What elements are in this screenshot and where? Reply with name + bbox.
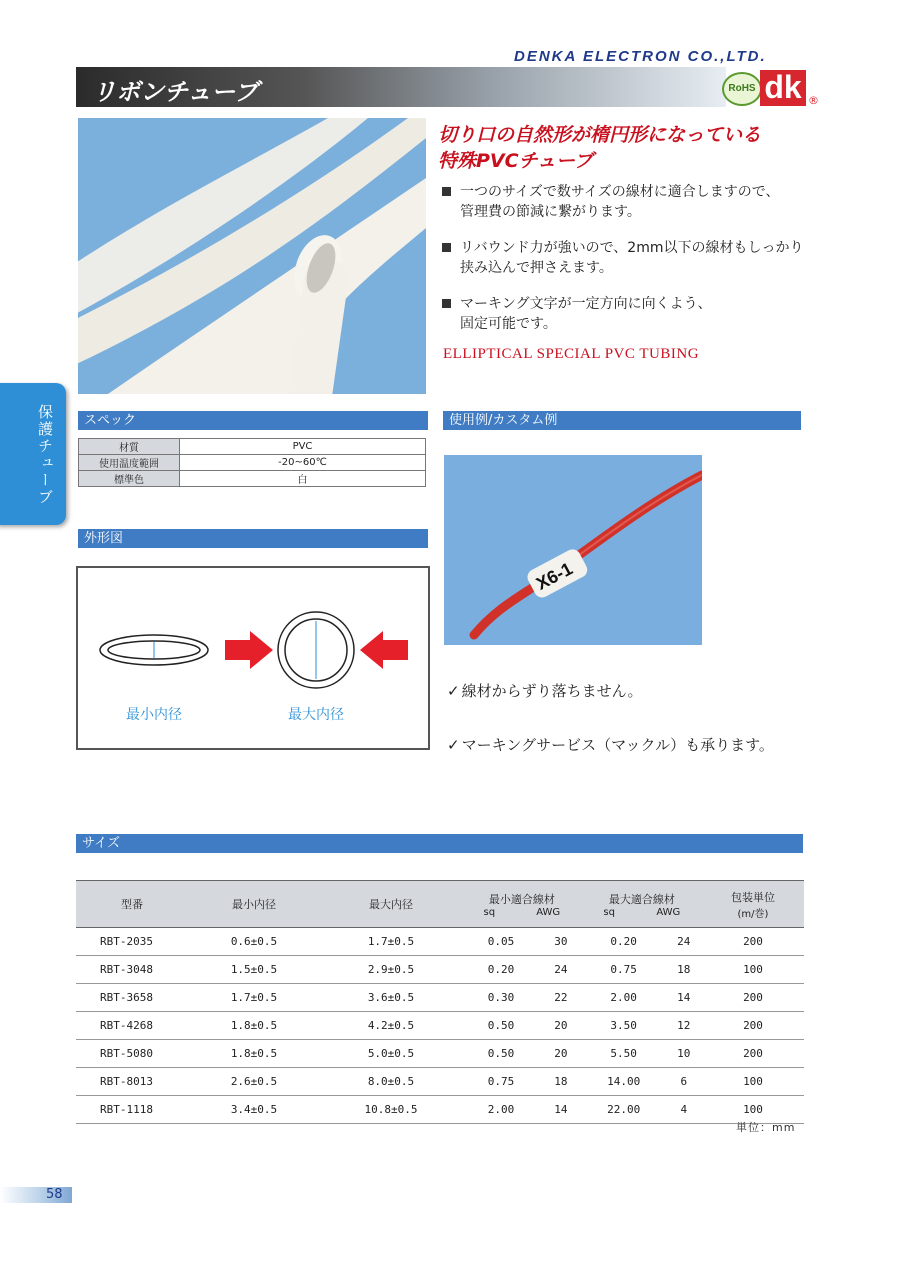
page-number: 58 (46, 1187, 63, 1202)
col-pack (702, 881, 804, 928)
table-row (79, 455, 426, 471)
spec-label: 材質 (79, 439, 180, 455)
checkmark-icon: ✓ (447, 682, 460, 700)
cell-min-sq: 0.50 (462, 1040, 540, 1068)
headline-line-1: 切り口の自然形が楕円形になっている (438, 124, 762, 146)
cell-min-id: 1.7±0.5 (188, 984, 320, 1012)
cell-max-sq: 14.00 (582, 1068, 666, 1096)
min-wire-title: 最小適合線材 (488, 892, 555, 906)
col-max-id: 最大内径 (320, 881, 462, 928)
cell-max-id: 3.6±0.5 (320, 984, 462, 1012)
cell-min-awg: 24 (540, 956, 582, 984)
check-text: 線材からずり落ちません。 (461, 682, 643, 700)
cell-min-awg: 14 (540, 1096, 582, 1124)
table-row (76, 928, 804, 956)
spec-value: -20~60℃ (180, 455, 426, 471)
cell-max-id: 4.2±0.5 (320, 1012, 462, 1040)
cell-max-sq: 2.00 (582, 984, 666, 1012)
feature-item (442, 294, 822, 334)
cell-min-id: 3.4±0.5 (188, 1096, 320, 1124)
cell-min-id: 1.8±0.5 (188, 1012, 320, 1040)
ribbon-tube-image (78, 118, 426, 394)
size-section-header: サイズ (76, 834, 803, 853)
feature-item (442, 238, 822, 278)
table-row (76, 956, 804, 984)
cell-max-sq: 0.75 (582, 956, 666, 984)
min-diameter-label: 最小内径 (126, 707, 182, 723)
col-min-wire (462, 881, 582, 928)
cell-min-awg: 18 (540, 1068, 582, 1096)
cell-min-sq: 0.30 (462, 984, 540, 1012)
registered-mark: ® (808, 94, 819, 107)
feature-text: リバウンド力が強いので、2mm以下の線材もしっかり (460, 240, 804, 256)
cell-max-id: 10.8±0.5 (320, 1096, 462, 1124)
cell-model: RBT-8013 (76, 1068, 188, 1096)
cell-model: RBT-1118 (76, 1096, 188, 1124)
marker-text: X6-1 (532, 558, 576, 594)
max-wire-title: 最大適合線材 (608, 892, 675, 906)
unit-note: 単位：mm (736, 1121, 796, 1134)
cell-max-awg: 10 (666, 1040, 702, 1068)
cell-max-sq: 5.50 (582, 1040, 666, 1068)
cell-max-awg: 6 (666, 1068, 702, 1096)
cell-min-id: 1.5±0.5 (188, 956, 320, 984)
cell-pack: 100 (702, 1096, 804, 1124)
size-table (76, 880, 804, 1124)
feature-text: 一つのサイズで数サイズの線材に適合しますので、 (460, 184, 780, 200)
cell-model: RBT-3658 (76, 984, 188, 1012)
cell-pack: 200 (702, 928, 804, 956)
table-row (76, 1040, 804, 1068)
col-min-id: 最小内径 (188, 881, 320, 928)
spec-section-header: スペック (78, 411, 428, 430)
feature-item (442, 182, 822, 222)
max-wire-awg: AWG (656, 906, 681, 918)
marked-wire-image (444, 455, 702, 645)
table-row (76, 1012, 804, 1040)
compress-arrow-right-icon (360, 631, 408, 669)
cell-max-awg: 18 (666, 956, 702, 984)
feature-text: 管理費の節減に繋がります。 (460, 204, 641, 220)
cell-min-sq: 0.05 (462, 928, 540, 956)
page-title: リボンチューブ (92, 78, 259, 106)
cell-min-id: 1.8±0.5 (188, 1040, 320, 1068)
outline-diagram (76, 566, 430, 750)
feature-list (442, 182, 822, 350)
pack-title: 包装単位 (731, 890, 775, 904)
cell-max-awg: 4 (666, 1096, 702, 1124)
spec-label: 標準色 (79, 471, 180, 487)
max-diameter-label: 最大内径 (288, 707, 344, 723)
cell-model: RBT-4268 (76, 1012, 188, 1040)
cell-min-id: 0.6±0.5 (188, 928, 320, 956)
usage-section-header: 使用例/カスタム例 (443, 411, 801, 430)
product-photo (78, 118, 426, 394)
compress-arrow-left-icon (225, 631, 273, 669)
rohs-logo-icon: RoHS (722, 72, 762, 106)
cell-max-sq: 22.00 (582, 1096, 666, 1124)
feature-text: 挟み込んで押さえます。 (460, 260, 613, 276)
cell-max-id: 1.7±0.5 (320, 928, 462, 956)
cell-max-id: 2.9±0.5 (320, 956, 462, 984)
english-title: ELLIPTICAL SPECIAL PVC TUBING (443, 346, 700, 362)
cell-max-sq: 0.20 (582, 928, 666, 956)
headline-line-2: 特殊PVCチューブ (438, 150, 594, 172)
cell-model: RBT-5080 (76, 1040, 188, 1068)
cell-pack: 100 (702, 1068, 804, 1096)
cell-pack: 200 (702, 1012, 804, 1040)
cell-min-awg: 20 (540, 1040, 582, 1068)
checkmark-icon: ✓ (447, 736, 460, 754)
max-wire-sq: sq (603, 906, 615, 918)
cell-max-sq: 3.50 (582, 1012, 666, 1040)
check-text: マーキングサービス（マックル）も承ります。 (461, 736, 774, 754)
feature-text: マーキング文字が一定方向に向くよう、 (460, 296, 712, 312)
check-item (447, 680, 642, 701)
spec-table (78, 438, 426, 487)
table-row (79, 439, 426, 455)
cell-min-awg: 22 (540, 984, 582, 1012)
check-item (447, 734, 774, 755)
dk-logo: dk (760, 70, 806, 106)
table-row (76, 1096, 804, 1124)
cell-min-sq: 0.20 (462, 956, 540, 984)
table-row (79, 471, 426, 487)
table-row (76, 1068, 804, 1096)
feature-text: 固定可能です。 (460, 316, 557, 332)
cell-min-awg: 20 (540, 1012, 582, 1040)
table-row (76, 984, 804, 1012)
cell-max-awg: 24 (666, 928, 702, 956)
cell-min-sq: 0.75 (462, 1068, 540, 1096)
cell-min-sq: 2.00 (462, 1096, 540, 1124)
cell-pack: 200 (702, 984, 804, 1012)
min-wire-awg: AWG (536, 906, 561, 918)
spec-label: 使用温度範囲 (79, 455, 180, 471)
pack-unit: (m/巻) (737, 908, 769, 920)
col-model: 型番 (76, 881, 188, 928)
usage-photo (444, 455, 702, 645)
side-tab-label: 保護チューブ (36, 404, 54, 506)
spec-value: PVC (180, 439, 426, 455)
headline (438, 122, 761, 174)
cell-max-id: 8.0±0.5 (320, 1068, 462, 1096)
cell-model: RBT-2035 (76, 928, 188, 956)
cell-min-awg: 30 (540, 928, 582, 956)
company-name: DENKA ELECTRON CO.,LTD. (514, 48, 767, 65)
cell-min-id: 2.6±0.5 (188, 1068, 320, 1096)
table-header-row (76, 881, 804, 928)
cell-model: RBT-3048 (76, 956, 188, 984)
col-max-wire (582, 881, 702, 928)
min-wire-sq: sq (483, 906, 496, 918)
spec-value: 白 (180, 471, 426, 487)
cell-max-id: 5.0±0.5 (320, 1040, 462, 1068)
cell-max-awg: 14 (666, 984, 702, 1012)
side-category-tab[interactable] (0, 383, 66, 525)
cell-pack: 100 (702, 956, 804, 984)
cell-max-awg: 12 (666, 1012, 702, 1040)
cell-pack: 200 (702, 1040, 804, 1068)
cell-min-sq: 0.50 (462, 1012, 540, 1040)
outline-section-header: 外形図 (78, 529, 428, 548)
